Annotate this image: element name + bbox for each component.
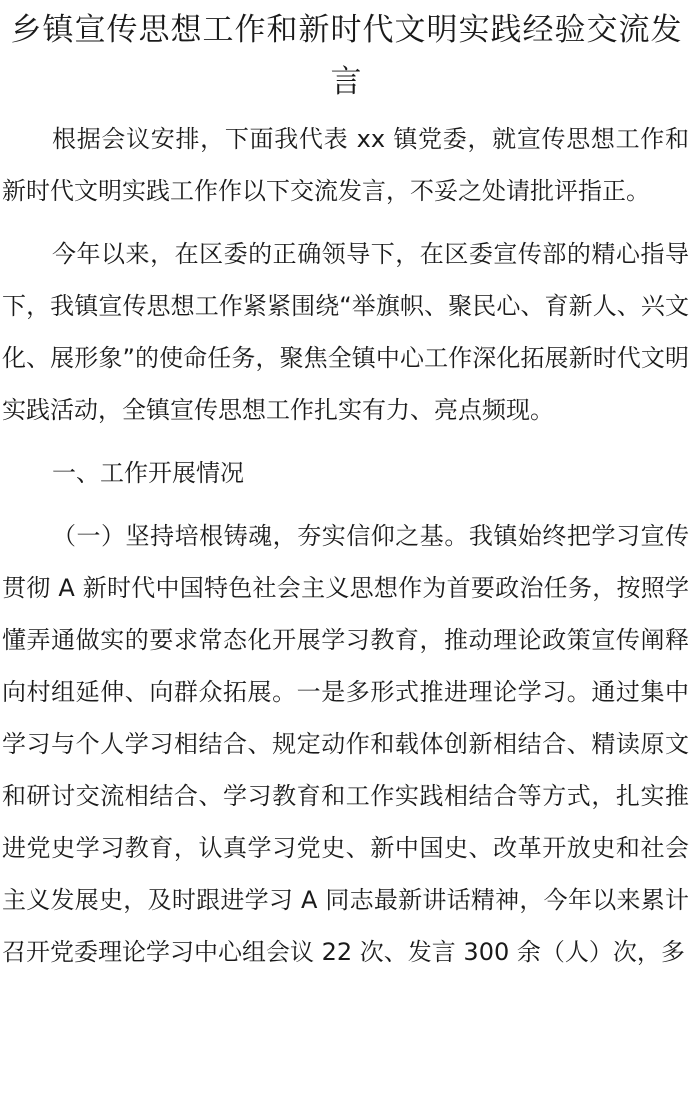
paragraph-section-one: （一）坚持培根铸魂，夯实信仰之基。我镇始终把学习宣传贯彻 A 新时代中国特色社会主义思想作为首要政治任务，按照学懂弄通做实的要求常态化开展学习教育，推动理论政策宣传阐释向村组延伸、向群众拓展。一是多形式推进理论学习。通过集中学习与个人学习相结合、规定动作和载体创新相结合、精读原文和研讨交流相结合、学习教育和工作实践相结合等方式，扎实推进党史学习教育，认真学习党史、新中国史、改革开放史和社会主义发展史，及时跟进学习 A 同志最新讲话精神，今年以来累计召开党委理论学习中心组会议 22 次、发言 300 余（人）次，多	[2, 522, 689, 966]
document-title: 乡镇宣传思想工作和新时代文明实践经验交流发言	[10, 12, 683, 100]
paragraph-overview: 今年以来，在区委的正确领导下，在区委宣传部的精心指导下，我镇宣传思想工作紧紧围绕“举旗帜、聚民心、育新人、兴文化、展形象”的使命任务，聚焦全镇中心工作深化拓展新时代文明实践活动，全镇宣传思想工作扎实有力、亮点频现。	[2, 240, 689, 424]
paragraph-opening: 根据会议安排，下面我代表 xx 镇党委，就宣传思想工作和新时代文明实践工作作以下交流发言，不妥之处请批评指正。	[2, 125, 689, 205]
section-heading: 一、工作开展情况	[52, 459, 244, 487]
